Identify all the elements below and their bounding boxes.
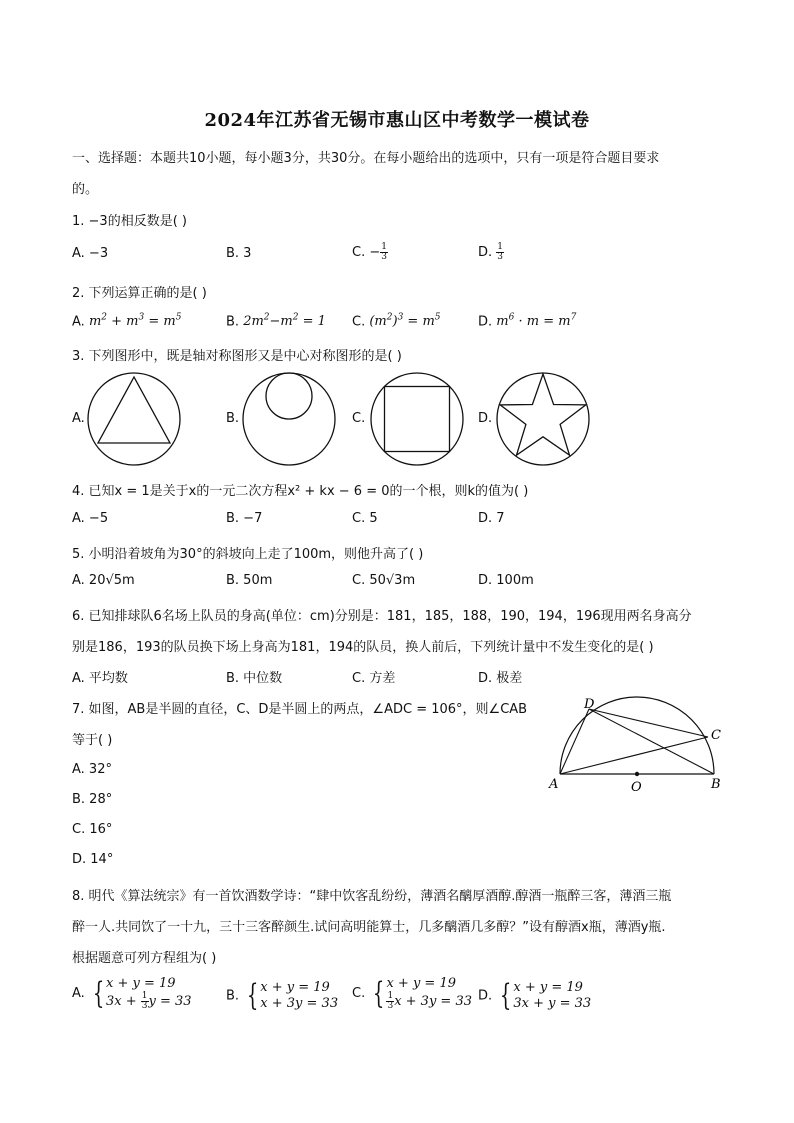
q2-option-a: A. $m^2 + m^3 = m^5$ <box>72 313 182 330</box>
q8-option-d: D. { x + y = 19 3x + y = 33 <box>478 978 592 1013</box>
equation-system: x + y = 19 3x + y = 33 <box>513 980 592 1011</box>
figure-circle-inner-circle <box>241 371 337 467</box>
semicircle-figure <box>545 692 735 802</box>
q4-option-d: D. 7 <box>478 511 505 526</box>
q3-option-a: A. <box>72 411 85 426</box>
equation-system: x + y = 19 $\frac{1}{3}$ x + 3y = 33 <box>386 976 472 1011</box>
q8-option-c: C. { x + y = 19 $\frac{1}{3}$ x + 3y = 33 <box>352 975 472 1011</box>
q6-stem-line1: 6. 已知排球队6名场上队员的身高(单位：cm)分别是：181，185，188，190，194，196现用两名身高分 <box>72 609 692 624</box>
q3-option-c: C. <box>352 411 366 426</box>
label-c: C <box>711 728 721 743</box>
q7-option-b: B. 28° <box>72 792 113 807</box>
section-instructions-line2: 的。 <box>72 182 99 197</box>
q4-option-a: A. −5 <box>72 511 109 526</box>
q8-stem-line1: 8. 明代《算法统宗》有一首饮酒数学诗：“肆中饮客乱纷纷，薄酒名醨厚酒醇.醇酒一瓶醉三客，薄酒三瓶 <box>72 889 672 904</box>
q4-option-b: B. −7 <box>226 511 263 526</box>
q8-stem-line2: 醉一人.共同饮了一十九，三十三客醉颜生.试问高明能算士，几多醨酒几多醇？”设有醇酒x瓶，薄酒y瓶. <box>72 920 666 935</box>
q1-option-a: A. −3 <box>72 246 109 261</box>
q5-stem: 5. 小明沿着坡角为30°的斜坡向上走了100m，则他升高了( ) <box>72 547 424 562</box>
q6-option-d: D. 极差 <box>478 671 523 686</box>
q7-option-a: A. 32° <box>72 762 112 777</box>
q6-option-c: C. 方差 <box>352 671 396 686</box>
q2-stem: 2. 下列运算正确的是( ) <box>72 286 207 301</box>
q1-option-c: C. − $\frac{1}{3}$ <box>352 242 387 262</box>
q1-option-d: D. $\frac{1}{3}$ <box>478 242 504 262</box>
q4-option-c: C. 5 <box>352 511 378 526</box>
q3-option-d: D. <box>478 411 493 426</box>
q5-option-b: B. 50m <box>226 573 273 588</box>
fraction: $\frac{1}{3}$ <box>381 242 387 262</box>
q7-stem-line1: 7. 如图，AB是半圆的直径，C、D是半圆上的两点，∠ADC = 106°，则∠CAB <box>72 702 528 717</box>
q3-stem: 3. 下列图形中，既是轴对称图形又是中心对称图形的是( ) <box>72 349 402 364</box>
label-a: A <box>549 777 559 792</box>
q8-option-a: A. { x + y = 19 3x + $\frac{1}{3}$ y = 33 <box>72 975 192 1011</box>
figure-circle-triangle <box>86 371 182 467</box>
q7-option-c: C. 16° <box>72 822 113 837</box>
q3-option-b: B. <box>226 411 240 426</box>
label-b: B <box>711 777 721 792</box>
equation-system: x + y = 19 x + 3y = 33 <box>260 980 339 1011</box>
q8-stem-line3: 根据题意可列方程组为( ) <box>72 951 217 966</box>
q2-option-d: D. $m^6 \cdot m = m^7$ <box>478 313 577 330</box>
q1-stem: 1. −3的相反数是( ) <box>72 214 187 229</box>
section-instructions-line1: 一、选择题：本题共10小题，每小题3分，共30分。在每小题给出的选项中，只有一项是符合题目要求 <box>72 151 660 166</box>
figure-circle-star <box>495 371 591 467</box>
q5-option-a: A. 20√5m <box>72 573 135 588</box>
q4-stem: 4. 已知x = 1是关于x的一元二次方程x² + kx − 6 = 0的一个根，则k的值为( ) <box>72 484 529 499</box>
q6-option-b: B. 中位数 <box>226 671 283 686</box>
label-o: O <box>631 780 642 795</box>
page-title: 2024年江苏省无锡市惠山区中考数学一模试卷 <box>204 110 590 131</box>
q2-option-b: B. $2m^2-m^2 = 1$ <box>226 313 326 330</box>
label-d: D <box>584 697 595 712</box>
figure-circle-square <box>369 371 465 467</box>
q6-option-a: A. 平均数 <box>72 671 128 686</box>
q7-stem-line2: 等于( ) <box>72 733 113 748</box>
q2-option-c: C. $(m^2)^3 = m^5$ <box>352 313 441 330</box>
q7-option-d: D. 14° <box>72 852 114 867</box>
q6-stem-line2: 别是186，193的队员换下场上身高为181，194的队员，换人前后，下列统计量中不发生变化的是( ) <box>72 640 654 655</box>
equation-system: x + y = 19 3x + $\frac{1}{3}$ y = 33 <box>106 976 192 1011</box>
q5-option-c: C. 50√3m <box>352 573 416 588</box>
q1-option-b: B. 3 <box>226 246 252 261</box>
q8-option-b: B. { x + y = 19 x + 3y = 33 <box>226 978 339 1013</box>
q5-option-d: D. 100m <box>478 573 534 588</box>
fraction: $\frac{1}{3}$ <box>497 242 504 262</box>
